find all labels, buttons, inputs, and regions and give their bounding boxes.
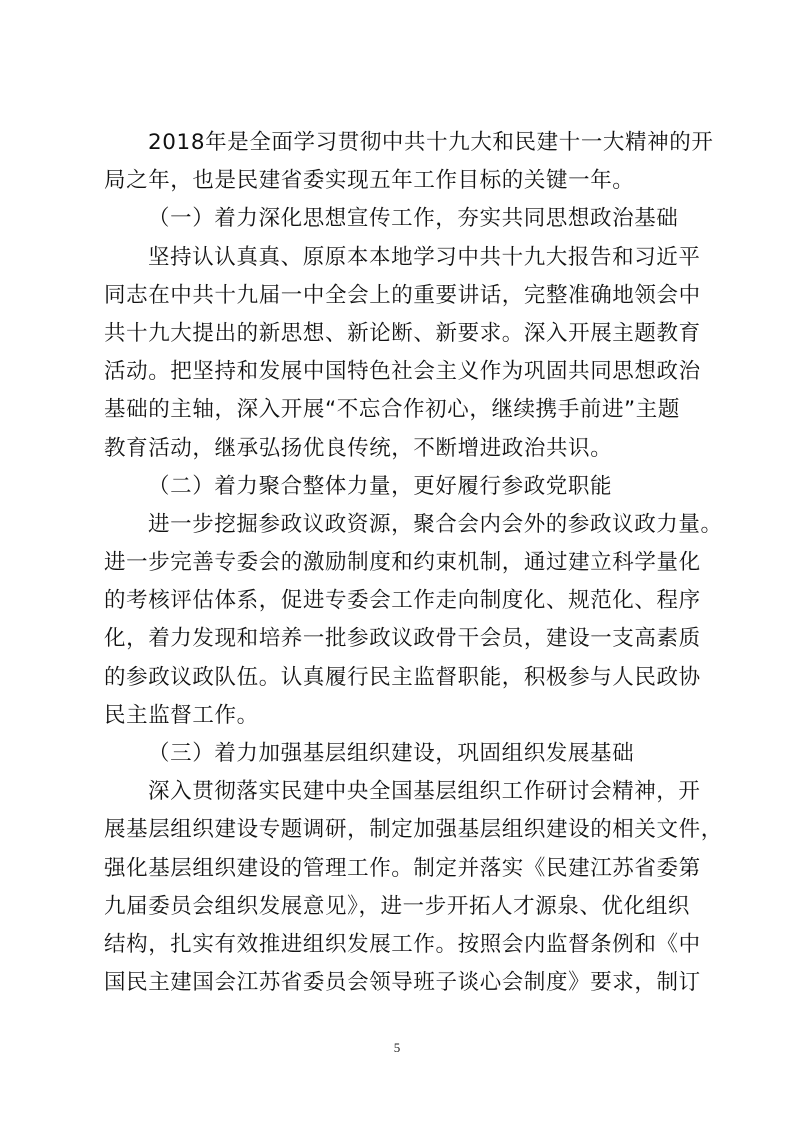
paragraph-line: 民主监督工作。 bbox=[104, 702, 259, 728]
paragraph-line: 结构，扎实有效推进组织发展工作。按照会内监督条例和《中 bbox=[104, 931, 701, 957]
paragraph-line: 化，着力发现和培养一批参政议政骨干会员，建设一支高素质 bbox=[104, 626, 701, 652]
section-heading: （二）着力聚合整体力量，更好履行参政党职能 bbox=[148, 473, 613, 499]
paragraph-line: 的参政议政队伍。认真履行民主监督职能，积极参与人民政协 bbox=[104, 664, 701, 690]
section-heading: （三）着力加强基层组织建设，巩固组织发展基础 bbox=[148, 741, 635, 766]
paragraph-line: 坚持认认真真、原原本本地学习中共十九大报告和习近平 bbox=[148, 244, 701, 270]
paragraph-line: 进一步完善专委会的激励制度和约束机制，通过建立科学量化 bbox=[104, 550, 701, 576]
paragraph-line: 展基层组织建设专题调研，制定加强基层组织建设的相关文件， bbox=[104, 817, 723, 843]
paragraph-line: 进一步挖掘参政议政资源，聚合会内会外的参政议政力量。 bbox=[148, 511, 723, 537]
paragraph-line: 基础的主轴，深入开展“不忘合作初心，继续携手前进”主题 bbox=[104, 397, 680, 423]
paragraph-line: 局之年，也是民建省委实现五年工作目标的关键一年。 bbox=[104, 168, 635, 194]
paragraph-line: 国民主建国会江苏省委员会领导班子谈心会制度》要求，制订 bbox=[104, 970, 701, 996]
page-number: 5 bbox=[393, 1040, 401, 1055]
paragraph-line: 教育活动，继承弘扬优良传统，不断增进政治共识。 bbox=[104, 435, 613, 461]
paragraph-line: 强化基层组织建设的管理工作。制定并落实《民建江苏省委第 bbox=[104, 855, 701, 881]
body-text bbox=[104, 124, 723, 1002]
paragraph-line: 的考核评估体系，促进专委会工作走向制度化、规范化、程序 bbox=[104, 588, 701, 614]
section-heading: （一）着力深化思想宣传工作，夯实共同思想政治基础 bbox=[148, 206, 679, 232]
paragraph-line: 共十九大提出的新思想、新论断、新要求。深入开展主题教育 bbox=[104, 320, 701, 346]
paragraph-line: 深入贯彻落实民建中央全国基层组织工作研讨会精神，开 bbox=[148, 779, 701, 805]
paragraph-line: 活动。把坚持和发展中国特色社会主义作为巩固共同思想政治 bbox=[104, 359, 701, 385]
paragraph-line: 同志在中共十九届一中全会上的重要讲话，完整准确地领会中 bbox=[104, 282, 701, 308]
paragraph-line: 2018年是全面学习贯彻中共十九大和民建十一大精神的开 bbox=[148, 130, 714, 155]
paragraph-line: 九届委员会组织发展意见》，进一步开拓人才源泉、优化组织 bbox=[104, 893, 690, 919]
